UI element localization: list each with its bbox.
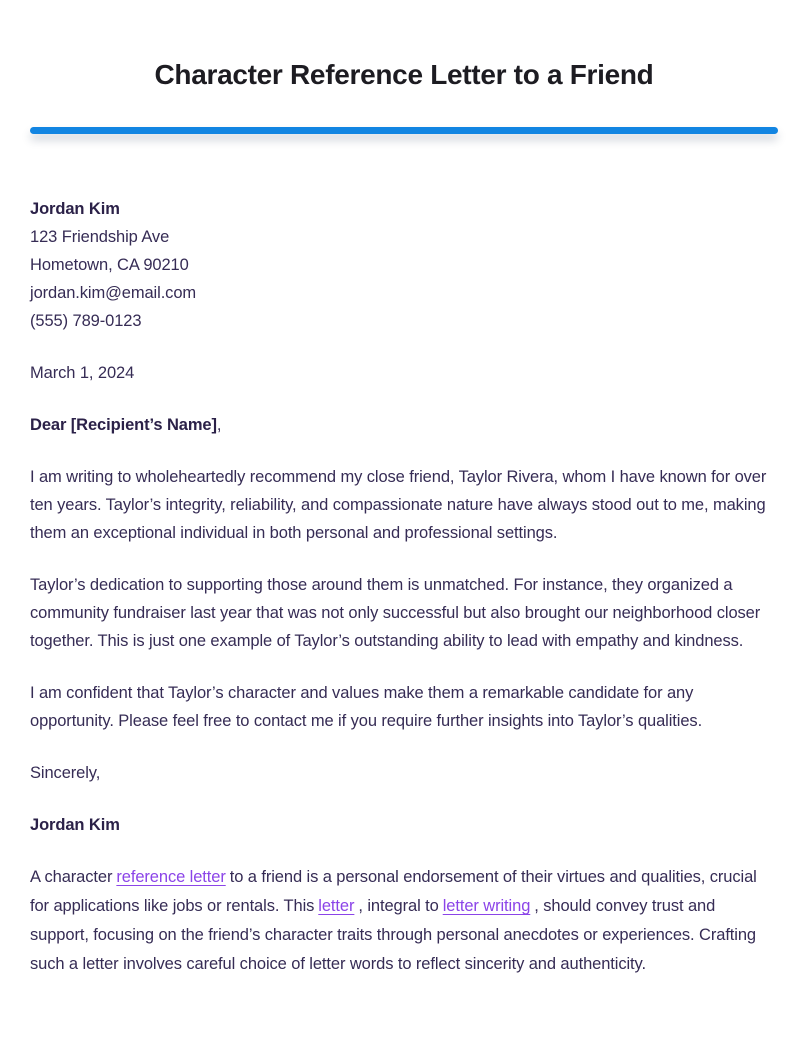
footer-text-segment: , integral to xyxy=(358,897,439,915)
letter-link[interactable]: letter xyxy=(318,897,355,915)
footer-text-segment: to a friend is a personal endorsement of their virtues and qualities, crucial for applications like jobs or rentals. This xyxy=(30,868,757,915)
title-divider xyxy=(30,127,778,134)
signature-name: Jordan Kim xyxy=(30,816,120,834)
sender-email: jordan.kim@email.com xyxy=(30,284,197,302)
letter-date: March 1, 2024 xyxy=(30,364,135,382)
footer-note xyxy=(30,863,778,979)
sender-name: Jordan Kim xyxy=(30,200,120,218)
footer-text-segment: , should convey trust and support, focusing on the friend’s character traits through personal anecdotes or experiences. Crafting such a letter involves careful choice of letter words to reflect sincerity and authenticity. xyxy=(30,897,757,973)
sender-address-line1: 123 Friendship Ave xyxy=(30,228,170,246)
letter-body xyxy=(30,195,778,979)
body-paragraph-1: I am writing to wholeheartedly recommend my close friend, Taylor Rivera, whom I have known for over ten years. Taylor’s integrity, reliability, and compassionate nature have always stood out to me, making them an exceptional individual in both personal and professional settings. xyxy=(30,468,767,542)
reference-letter-link[interactable]: reference letter xyxy=(116,868,226,886)
salutation-recipient: Dear [Recipient’s Name] xyxy=(30,416,217,434)
sender-address-line2: Hometown, CA 90210 xyxy=(30,256,189,274)
body-paragraph-3: I am confident that Taylor’s character and values make them a remarkable candidate for any opportunity. Please feel free to contact me if you require further insights into Taylor’s qualities. xyxy=(30,684,703,730)
salutation xyxy=(30,411,778,439)
page-title: Character Reference Letter to a Friend xyxy=(154,59,654,90)
body-paragraph-2: Taylor’s dedication to supporting those around them is unmatched. For instance, they organized a community fundraiser last year that was not only successful but also brought our neighborhood closer together. This is just one example of Taylor’s outstanding ability to lead with empathy and kindness. xyxy=(30,576,761,650)
salutation-comma: , xyxy=(216,416,222,434)
letter-writing-link[interactable]: letter writing xyxy=(442,897,531,915)
sender-phone: (555) 789-0123 xyxy=(30,312,142,330)
footer-text-segment: A character xyxy=(30,868,113,886)
signature xyxy=(30,811,778,839)
closing: Sincerely, xyxy=(30,764,101,782)
sender-block xyxy=(30,195,778,335)
